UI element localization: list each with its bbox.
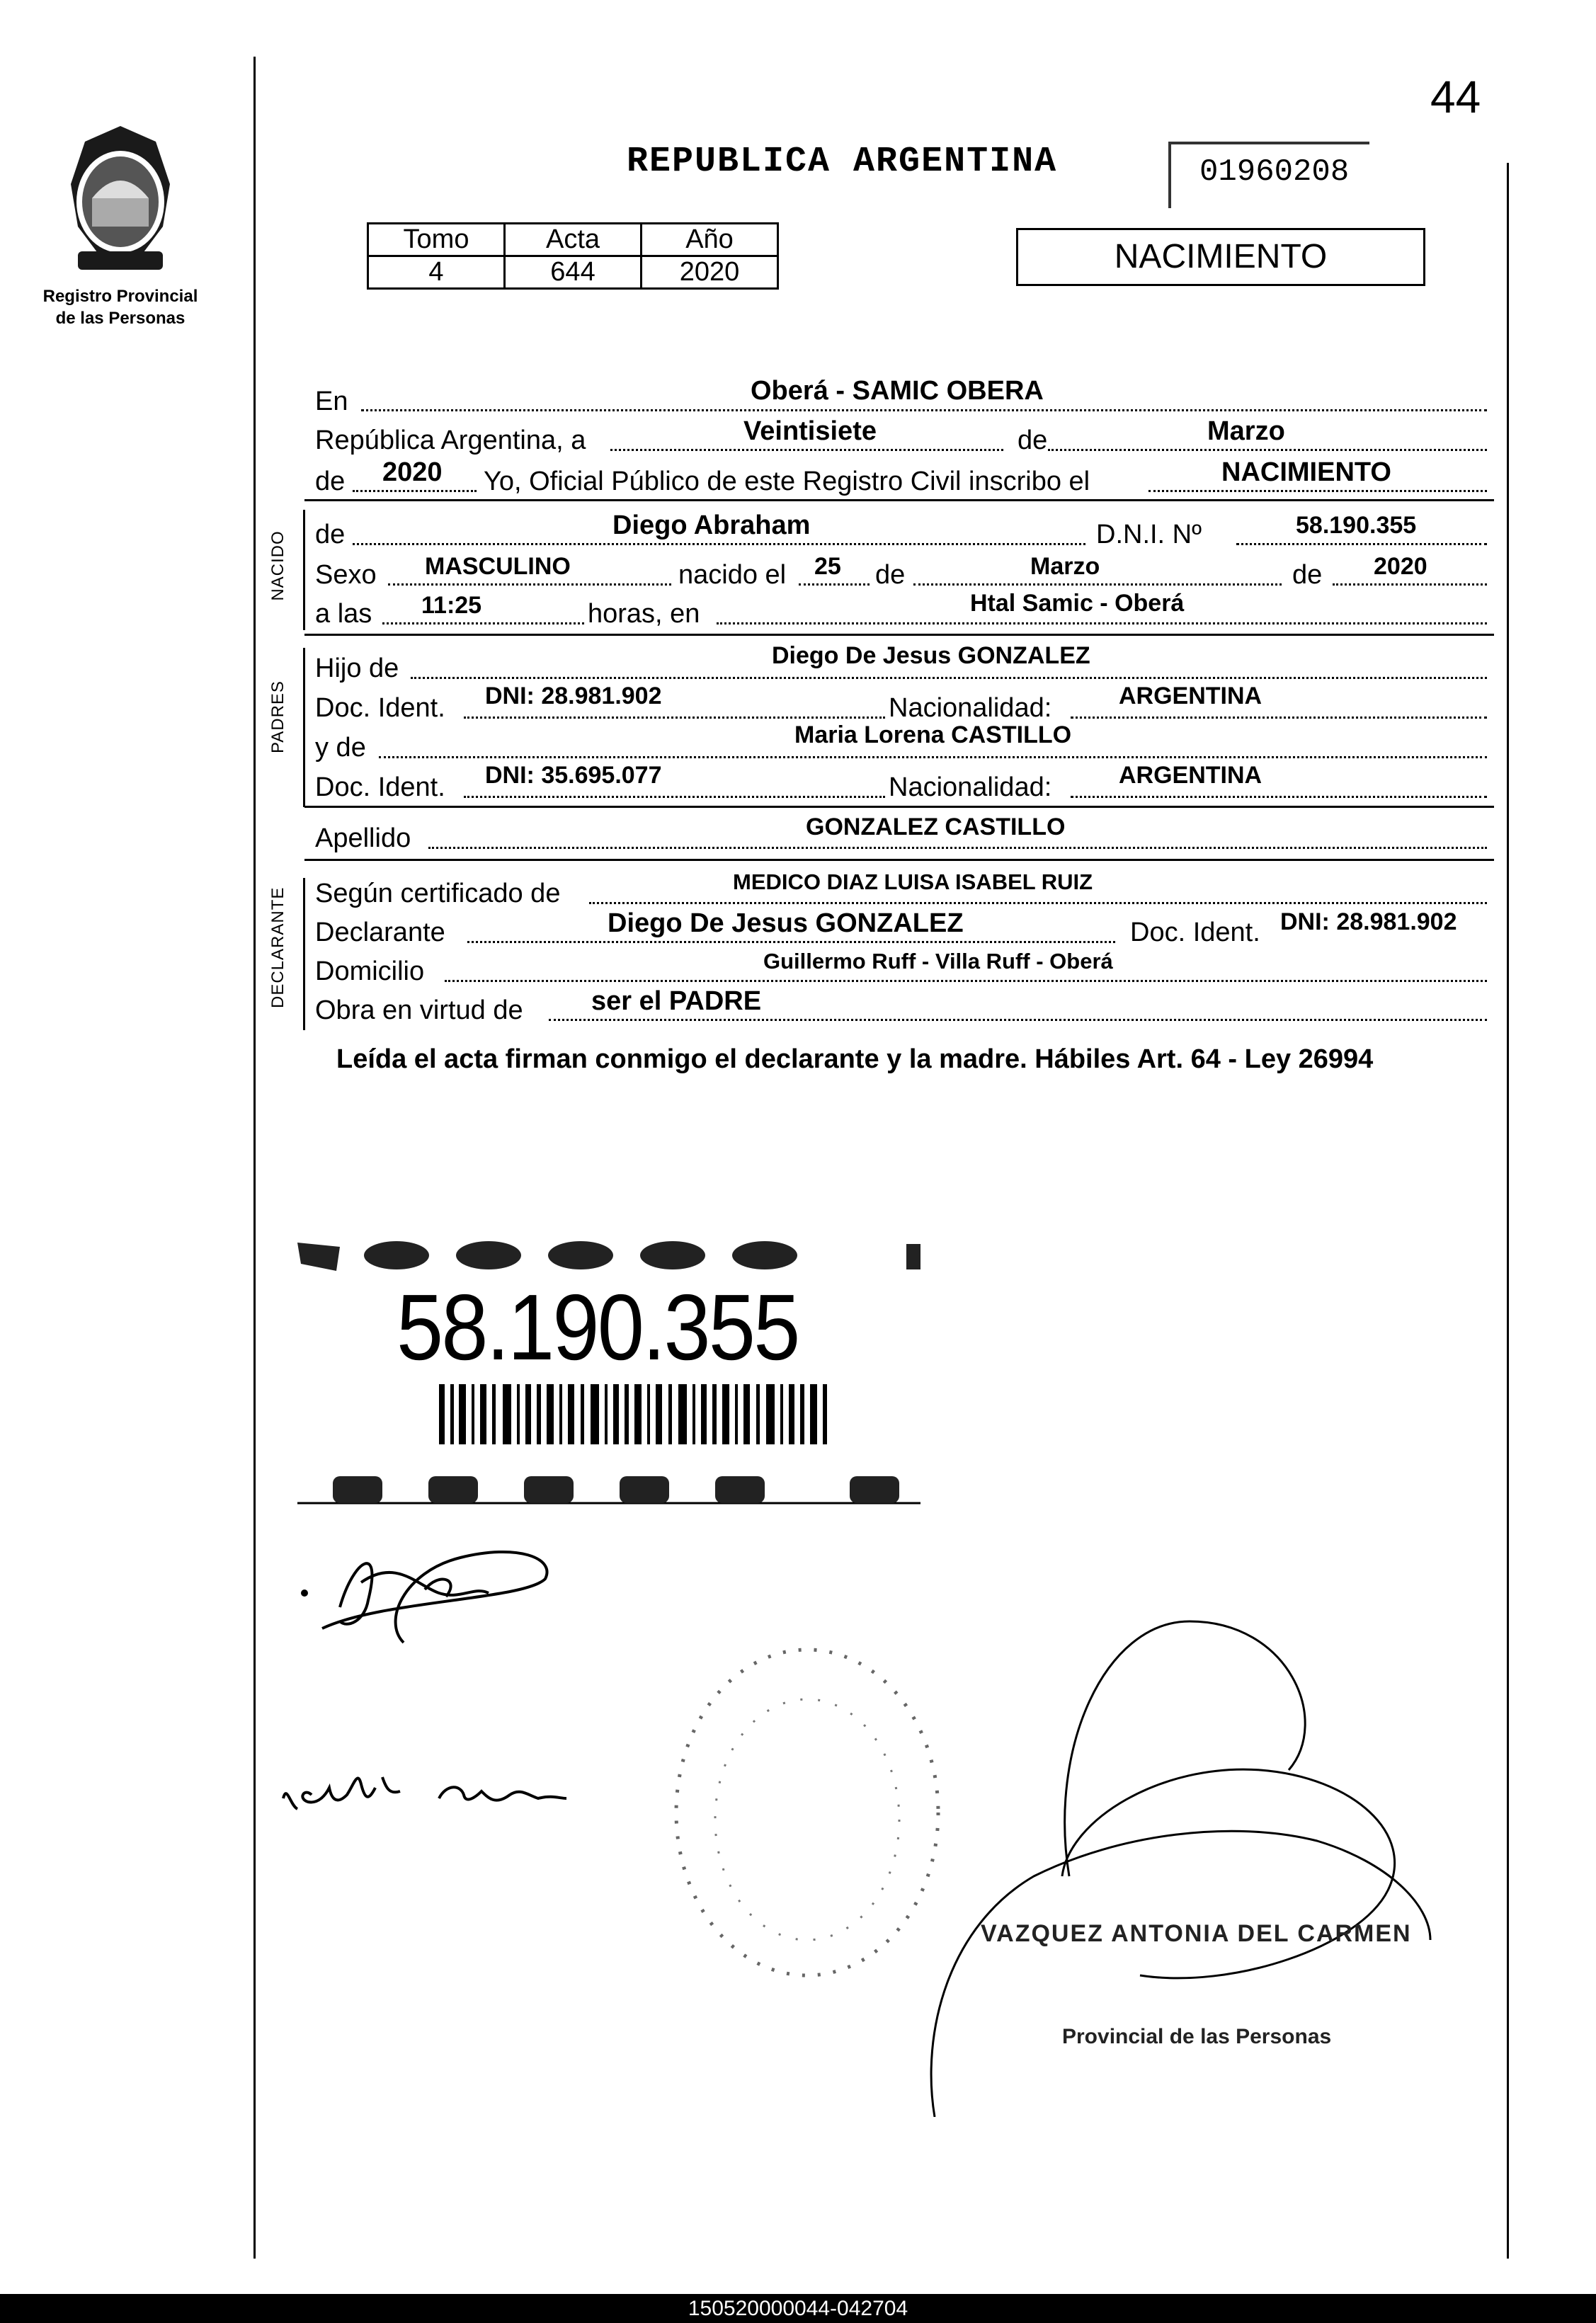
nacido-bracket — [303, 510, 305, 630]
footer-code: 150520000044-042704 — [688, 2297, 908, 2320]
certificado-value: MEDICO DIAZ LUISA ISABEL RUIZ — [733, 869, 1093, 894]
dots — [1148, 490, 1487, 492]
hijo-de-label: Hijo de — [315, 653, 399, 683]
ref-value-tomo: 4 — [368, 256, 505, 289]
dots — [388, 583, 671, 586]
stamp-name: VAZQUEZ ANTONIA DEL CARMEN — [981, 1920, 1412, 1947]
padres-bracket — [303, 648, 305, 807]
dots — [428, 847, 1487, 849]
madre-nac-value: ARGENTINA — [1119, 762, 1262, 789]
acto-value: NACIMIENTO — [1221, 457, 1391, 487]
declarante-doc-label: Doc. Ident. — [1130, 918, 1260, 947]
dots — [382, 622, 584, 624]
dots — [1071, 717, 1487, 719]
sticker-bottom-pattern — [297, 1469, 920, 1519]
declarante-bracket — [303, 878, 305, 1030]
dia-value: Veintisiete — [743, 416, 877, 446]
lugar-value: Oberá - SAMIC OBERA — [751, 376, 1044, 406]
dni-value: 58.190.355 — [1296, 512, 1417, 539]
page-number: 44 — [1430, 72, 1481, 122]
province-seal-logo — [50, 120, 191, 283]
ref-header-acta: Acta — [505, 224, 642, 256]
declarante-label: Declarante — [315, 918, 445, 947]
horas-en-label: horas, en — [588, 599, 700, 629]
anio-value: 2020 — [382, 457, 443, 487]
apellido-label: Apellido — [315, 823, 411, 853]
closing-note: Leída el acta firman conmigo el declarante y la madre. Hábiles Art. 64 - Ley 26994 — [336, 1044, 1374, 1074]
section-rule — [304, 499, 1494, 501]
dots — [717, 622, 1487, 624]
hora-value: 11:25 — [421, 592, 482, 619]
ref-value-acta: 644 — [505, 256, 642, 289]
logo-caption-2: de las Personas — [55, 309, 186, 328]
obra-label: Obra en virtud de — [315, 995, 523, 1025]
section-rule — [304, 634, 1494, 636]
dots — [799, 583, 870, 586]
country-title: REPUBLICA ARGENTINA — [627, 142, 1058, 182]
de-label: de — [1292, 560, 1323, 590]
serial-number: 01960208 — [1199, 154, 1350, 190]
ref-value-anio: 2020 — [642, 256, 778, 289]
doc-ident-label: Doc. Ident. — [315, 693, 445, 723]
serial-stamp — [1168, 142, 1369, 208]
right-margin-rule — [1507, 163, 1509, 2259]
dots — [445, 980, 1487, 982]
dots — [610, 449, 1003, 451]
alas-label: a las — [315, 599, 372, 629]
sexo-label: Sexo — [315, 560, 377, 590]
padre-doc-value: DNI: 28.981.902 — [485, 683, 662, 709]
dots — [353, 543, 1085, 545]
dots — [467, 941, 1115, 943]
sticker-top-pattern — [297, 1235, 920, 1278]
certificado-label: Según certificado de — [315, 879, 561, 908]
domicilio-value: Guillermo Ruff - Villa Ruff - Oberá — [763, 949, 1113, 974]
dots — [464, 796, 885, 798]
mes-nac-value: Marzo — [1030, 553, 1100, 580]
apellido-value: GONZALEZ CASTILLO — [806, 814, 1066, 840]
lugar-nac-value: Htal Samic - Oberá — [970, 590, 1185, 617]
de2-label: de — [315, 467, 346, 496]
dots — [1071, 796, 1487, 798]
dots — [464, 717, 885, 719]
dots — [589, 902, 1487, 904]
de-label: de — [875, 560, 906, 590]
declarante-signature — [297, 1515, 566, 1657]
mes-value: Marzo — [1207, 416, 1285, 446]
dni-sticker — [297, 1235, 920, 1519]
declarante-nombre-value: Diego De Jesus GONZALEZ — [608, 908, 964, 938]
obra-value: ser el PADRE — [591, 986, 762, 1016]
madre-signature — [276, 1756, 602, 1834]
section-rule — [304, 806, 1494, 808]
doc-ident-label: Doc. Ident. — [315, 772, 445, 802]
seal-icon — [50, 120, 191, 283]
en-label: En — [315, 387, 348, 416]
domicilio-label: Domicilio — [315, 957, 425, 986]
nacido-section-label: NACIDO — [268, 530, 287, 601]
madre-value: Maria Lorena CASTILLO — [794, 721, 1072, 748]
dots — [1048, 449, 1487, 451]
section-rule — [304, 859, 1494, 861]
reference-table — [367, 222, 779, 290]
padres-section-label: PADRES — [268, 680, 287, 753]
republica-label: República Argentina, a — [315, 426, 586, 455]
dots — [913, 583, 1282, 586]
footer-bar — [0, 2294, 1596, 2323]
padre-value: Diego De Jesus GONZALEZ — [772, 642, 1090, 669]
ref-header-anio: Año — [642, 224, 778, 256]
sexo-value: MASCULINO — [425, 553, 571, 580]
doc-type-box: NACIMIENTO — [1016, 228, 1425, 286]
sticker-number: 58.190.355 — [397, 1275, 799, 1379]
nacido-el-label: nacido el — [678, 560, 787, 590]
stamp-registry: Provincial de las Personas — [1062, 2025, 1332, 2048]
dots — [379, 756, 1487, 758]
nacionalidad-label: Nacionalidad: — [889, 772, 1052, 802]
dots — [353, 490, 477, 492]
left-margin-rule — [253, 57, 256, 2259]
dots — [1236, 543, 1487, 545]
dots — [361, 409, 1487, 411]
nombre-value: Diego Abraham — [612, 510, 811, 540]
dni-label: D.N.I. Nº — [1096, 520, 1202, 549]
ref-header-tomo: Tomo — [368, 224, 505, 256]
nacido-de-label: de — [315, 520, 346, 549]
declarante-doc-value: DNI: 28.981.902 — [1280, 908, 1457, 935]
dia-nac-value: 25 — [814, 553, 841, 580]
y-de-label: y de — [315, 733, 366, 763]
dots — [411, 677, 1487, 679]
padre-nac-value: ARGENTINA — [1119, 683, 1262, 709]
dots — [1333, 583, 1487, 586]
barcode-icon — [439, 1384, 836, 1448]
logo-caption-1: Registro Provincial — [42, 287, 198, 306]
anio-nac-value: 2020 — [1374, 553, 1427, 580]
de-label: de — [1018, 426, 1048, 455]
dots — [549, 1019, 1487, 1021]
declarante-section-label: DECLARANTE — [268, 886, 287, 1008]
madre-doc-value: DNI: 35.695.077 — [485, 762, 662, 789]
yo-text: Yo, Oficial Público de este Registro Civil inscribo el — [484, 467, 1090, 496]
nacionalidad-label: Nacionalidad: — [889, 693, 1052, 723]
